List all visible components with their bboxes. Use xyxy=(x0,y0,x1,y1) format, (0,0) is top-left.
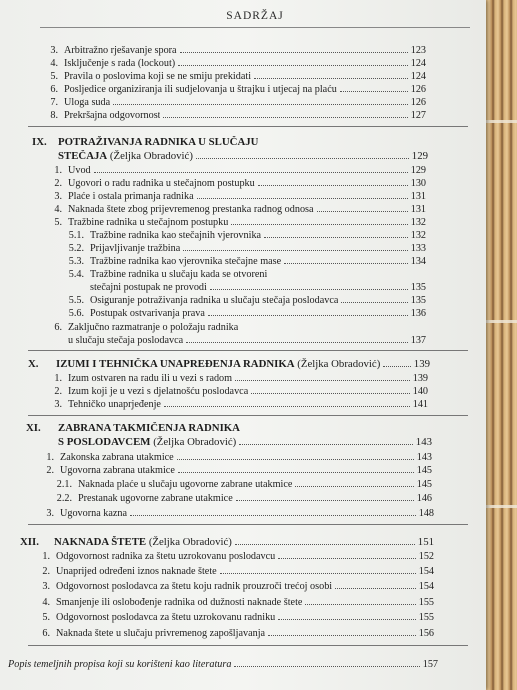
toc-entry-literature[interactable]: Popis temeljnih propisa koji su korišteni kao literatura 157 xyxy=(8,659,438,670)
toc-entry[interactable]: 5.4. Tražbine radnika u slučaju kada se otvoreni xyxy=(68,269,268,280)
toc-entry-cont[interactable]: stečajni postupak ne provodi 135 xyxy=(90,282,426,293)
chapter-xi-title-cont[interactable]: S POSLODAVCEM (Željka Obradović) 143 xyxy=(58,436,432,448)
page-header: SADRŽAJ xyxy=(226,10,284,22)
toc-entry[interactable]: 5.3. Tražbine radnika kao vjerovnika stečajne mase 134 xyxy=(68,256,426,267)
toc-entry[interactable]: 3. Arbitražno rješavanje spora 123 xyxy=(50,45,426,56)
toc-entry[interactable]: 1. Zakonska zabrana utakmice 143 xyxy=(46,452,432,463)
section-divider xyxy=(28,645,468,646)
toc-entry[interactable]: 3. Plaće i ostala primanja radnika 131 xyxy=(54,191,426,202)
header-divider xyxy=(40,27,470,28)
toc-entry[interactable]: 8. Prekršajna odgovornost 127 xyxy=(50,110,426,121)
toc-entry[interactable]: 5. Tražbine radnika u stečajnom postupku 132 xyxy=(54,217,426,228)
toc-entry[interactable]: 1. Uvod 129 xyxy=(54,165,426,176)
toc-entry[interactable]: 5.5. Osiguranje potraživanja radnika u slučaju stečaja poslodavca 135 xyxy=(68,295,426,306)
chapter-xi-title[interactable]: XI. ZABRANA TAKMIČENJA RADNIKA xyxy=(26,422,240,434)
toc-entry[interactable]: 6. Naknada štete u slučaju privremenog zapošljavanja 156 xyxy=(42,628,434,639)
toc-entry[interactable]: 4. Isključenje s rada (lockout) 124 xyxy=(50,58,426,69)
toc-entry[interactable]: 5.2. Prijavljivanje tražbina 133 xyxy=(68,243,426,254)
chapter-ix-title-cont[interactable]: STEČAJA (Željka Obradović) 129 xyxy=(58,150,428,162)
chapter-xii-title[interactable]: XII. NAKNADA ŠTETE (Željka Obradović) 151 xyxy=(20,536,434,548)
toc-entry[interactable]: 5.1. Tražbine radnika kao stečajnih vjerovnika 132 xyxy=(68,230,426,241)
section-divider xyxy=(28,350,468,351)
section-divider xyxy=(28,126,468,127)
section-divider xyxy=(28,524,468,525)
toc-entry[interactable]: 2.2. Prestanak ugovorne zabrane utakmice 146 xyxy=(56,493,432,504)
toc-entry[interactable]: 2. Izum koji je u vezi s djelatnošću poslodavca 140 xyxy=(54,386,428,397)
chapter-x-title[interactable]: X. IZUMI I TEHNIČKA UNAPREĐENJA RADNIKA (Željka Obradović) 139 xyxy=(28,358,430,370)
toc-entry[interactable]: 2. Ugovori o radu radnika u stečajnom postupku 130 xyxy=(54,178,426,189)
toc-entry[interactable]: 3. Tehničko unaprjeđenje 141 xyxy=(54,399,428,410)
toc-entry[interactable]: 4. Smanjenje ili oslobođenje radnika od dužnosti naknade štete 155 xyxy=(42,597,434,608)
toc-entry[interactable]: 6. Posljedice organiziranja ili sudjelovanja u štrajku i utjecaj na plaću 126 xyxy=(50,84,426,95)
toc-entry-cont[interactable]: u slučaju stečaja poslodavca 137 xyxy=(68,335,426,346)
toc-entry[interactable]: 6. Zaključno razmatranje o položaju radnika xyxy=(54,322,239,333)
toc-entry[interactable]: 1. Izum ostvaren na radu ili u vezi s radom 139 xyxy=(54,373,428,384)
toc-entry[interactable]: 1. Odgovornost radnika za štetu uzrokovanu poslodavcu 152 xyxy=(42,551,434,562)
section-divider xyxy=(28,415,468,416)
toc-entry[interactable]: 5. Pravila o poslovima koji se ne smiju prekidati 124 xyxy=(50,71,426,82)
toc-entry[interactable]: 5.6. Postupak ostvarivanja prava 136 xyxy=(68,308,426,319)
toc-entry[interactable]: 3. Ugovorna kazna 148 xyxy=(46,508,434,519)
toc-entry[interactable]: 2. Unaprijed određeni iznos naknade štete 154 xyxy=(42,566,434,577)
chapter-ix-title[interactable]: IX. POTRAŽIVANJA RADNIKA U SLUČAJU xyxy=(32,136,259,148)
toc-entry[interactable]: 4. Naknada štete zbog prijevremenog prestanka radnog odnosa 131 xyxy=(54,204,426,215)
toc-entry[interactable]: 7. Uloga suda 126 xyxy=(50,97,426,108)
toc-entry[interactable]: 2. Ugovorna zabrana utakmice 145 xyxy=(46,465,432,476)
toc-entry[interactable]: 5. Odgovornost poslodavca za štetu uzrokovanu radniku 155 xyxy=(42,612,434,623)
toc-entry[interactable]: 3. Odgovornost poslodavca za štetu koju radnik prouzroči trećoj osobi 154 xyxy=(42,581,434,592)
toc-entry[interactable]: 2.1. Naknada plaće u slučaju ugovorne zabrane utakmice 145 xyxy=(56,479,432,490)
